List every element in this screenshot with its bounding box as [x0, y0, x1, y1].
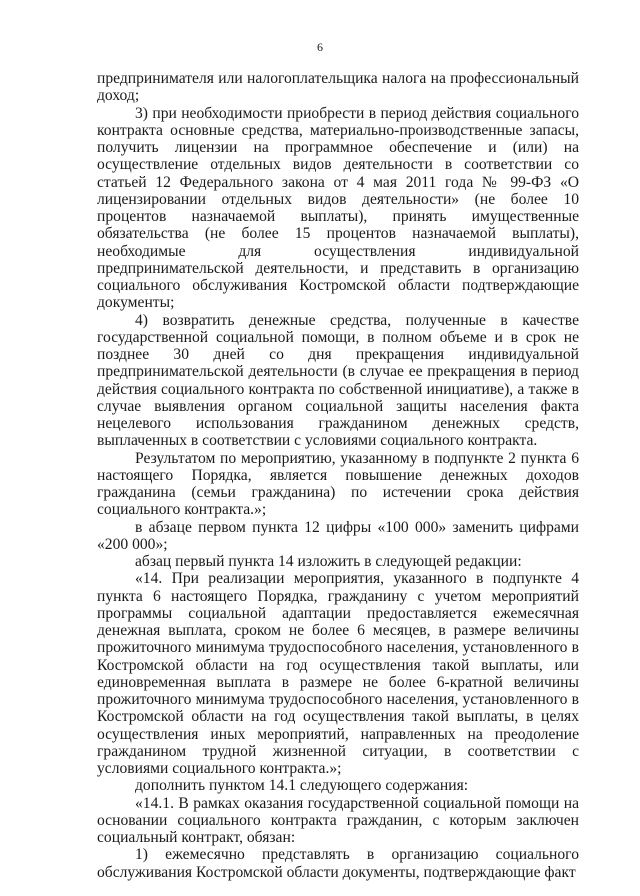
- paragraph-result: Результатом по мероприятию, указанному в подпункте 2 пункта 6 настоящего Порядка, является повышение денежных доходов гражданина (семьи гражданина) по истечении срока действия социального контракта.»;: [97, 449, 579, 519]
- paragraph-amendment-14-1-intro: дополнить пунктом 14.1 следующего содержания:: [135, 777, 469, 795]
- page-number: 6: [317, 40, 323, 54]
- paragraph-item-4: 4) возвратить денежные средства, полученные в качестве государственной социальной помощи, в полном объеме и в срок не позднее 30 дней со дня прекращения индивидуальной предпринимательской деятельности (в случае ее прекращения в период действия социального контракта по собственной инициативе), а также в случае выявления органом социальной защиты населения факта нецелевого использования гражданином денежных средств, выплаченных в соответствии с условиями социального контракта.: [97, 311, 579, 450]
- paragraph-item-3: 3) при необходимости приобрести в период действия социального контракта основные средства, материально-производственные запасы, получить лицензии на программное обеспечение и (или) на осуществление отдельных видов деятельности в соответствии со статьей 12 Федерального закона от 4 мая 2011 года № 99-ФЗ «О лицензировании отдельных видов деятельности» (не более 10 процентов назначаемой выплаты), принять имущественные обязательства (не более 15 процентов назначаемой выплаты), необходимые для осуществления индивидуальной предпринимательской деятельности, и представить в организацию социального обслуживания Костромской области подтверждающие документы;: [97, 104, 579, 312]
- document-body: [97, 70, 579, 881]
- paragraph-amendment-14-intro: абзац первый пункта 14 изложить в следующей редакции:: [135, 553, 522, 570]
- paragraph-clause-14-1: «14.1. В рамках оказания государственной социальной помощи на основании социального контракта гражданин, с которым заключен социальный контракт, обязан:: [97, 794, 579, 846]
- paragraph-clause-14-1-item-1: 1) ежемесячно представлять в организацию социального обслуживания Костромской области документы, подтверждающие факт: [97, 846, 579, 881]
- paragraph-continuation: предпринимателя или налогоплательщика налога на профессиональный доход;: [97, 70, 579, 105]
- paragraph-amendment-12: в абзаце первом пункта 12 цифры «100 000» заменить цифрами «200 000»;: [97, 518, 579, 553]
- paragraph-clause-14: «14. При реализации мероприятия, указанного в подпункте 4 пункта 6 настоящего Порядка, гражданину с учетом мероприятий программы социальной адаптации предоставляется ежемесячная денежная выплата, сроком не более 6 месяцев, в размере величины прожиточного минимума трудоспособного населения, установленного в Костромской области на год осуществления такой выплаты, или единовременная выплата в размере не более 6-кратной величины прожиточного минимума трудоспособного населения, установленного в Костромской области на год осуществления такой выплаты, в целях осуществления иных мероприятий, направленных на преодоление гражданином трудной жизненной ситуации, в соответствии с условиями социального контракта.»;: [97, 570, 579, 777]
